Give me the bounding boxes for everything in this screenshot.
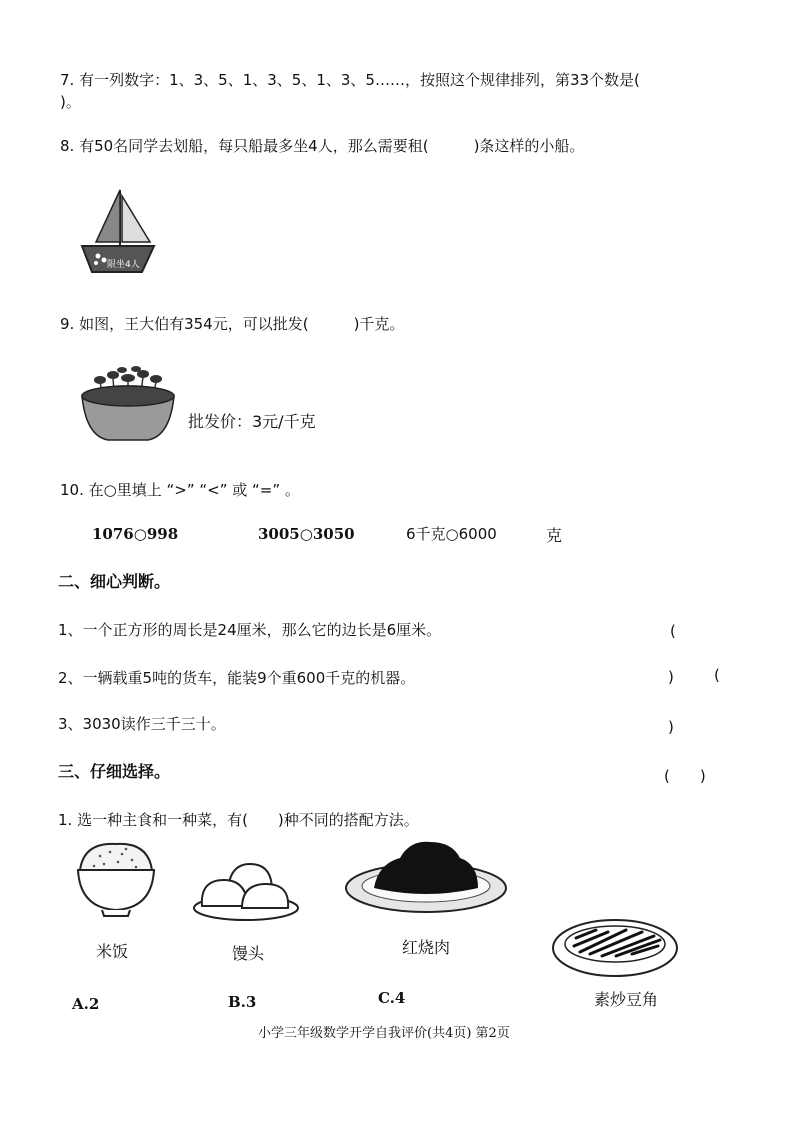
food-label-buns: 馒头	[232, 944, 265, 963]
page-footer: 小学三年级数学开学自我评价(共4页) 第2页	[258, 1026, 510, 1041]
wholesale-price-label: 批发价：3元/千克	[188, 412, 316, 431]
judge-paren-pair-3: ( )	[664, 767, 706, 785]
choice-option-b: B.3	[228, 993, 257, 1011]
compare-item-1: 1076○998	[92, 525, 179, 543]
judge-item-1: 1、一个正方形的周长是24厘米，那么它的边长是6厘米。	[58, 621, 442, 639]
section-choice-heading: 三、仔细选择。	[58, 762, 171, 781]
judge-item-3: 3、3030读作三千三十。	[58, 715, 226, 733]
judge-paren-open-1: (	[670, 622, 676, 640]
judge-paren-close-1: )	[668, 668, 674, 686]
compare-item-2: 3005○3050	[258, 525, 355, 543]
q7-text-line2: )。	[60, 93, 81, 111]
steamed-buns-image	[190, 858, 302, 922]
judge-paren-close-2: )	[668, 718, 674, 736]
braised-pork-image	[344, 834, 508, 918]
choice-option-a: A.2	[72, 995, 100, 1013]
judge-paren-open-2: (	[714, 666, 720, 684]
food-label-rice: 米饭	[96, 942, 129, 961]
vegetable-basket-image	[78, 366, 178, 444]
q8-text: 8. 有50名同学去划船，每只船最多坐4人，那么需要租( )条这样的小船。	[60, 137, 585, 155]
choice-q1-text: 1. 选一种主食和一种菜，有( )种不同的搭配方法。	[58, 811, 419, 829]
rice-bowl-image	[74, 840, 158, 918]
q9-text: 9. 如图，王大伯有354元，可以批发( )千克。	[60, 315, 405, 333]
green-beans-image	[550, 908, 680, 982]
choice-option-c: C.4	[378, 989, 406, 1007]
food-label-braised-pork: 红烧肉	[402, 938, 451, 957]
compare-item-3: 6千克○6000	[406, 525, 497, 543]
q10-text: 10. 在○里填上 “>” “<” 或 “=” 。	[60, 481, 300, 499]
compare-item-3-unit: 克	[546, 526, 563, 545]
boat-capacity-sign: 限坐4人	[107, 260, 140, 270]
section-judge-heading: 二、细心判断。	[58, 572, 171, 591]
judge-item-2: 2、一辆载重5吨的货车，能装9个重600千克的机器。	[58, 669, 416, 687]
food-label-green-beans: 素炒豆角	[594, 990, 659, 1009]
q7-text-line1: 7. 有一列数字：1、3、5、1、3、5、1、3、5……，按照这个规律排列，第33个数是(	[60, 71, 640, 89]
